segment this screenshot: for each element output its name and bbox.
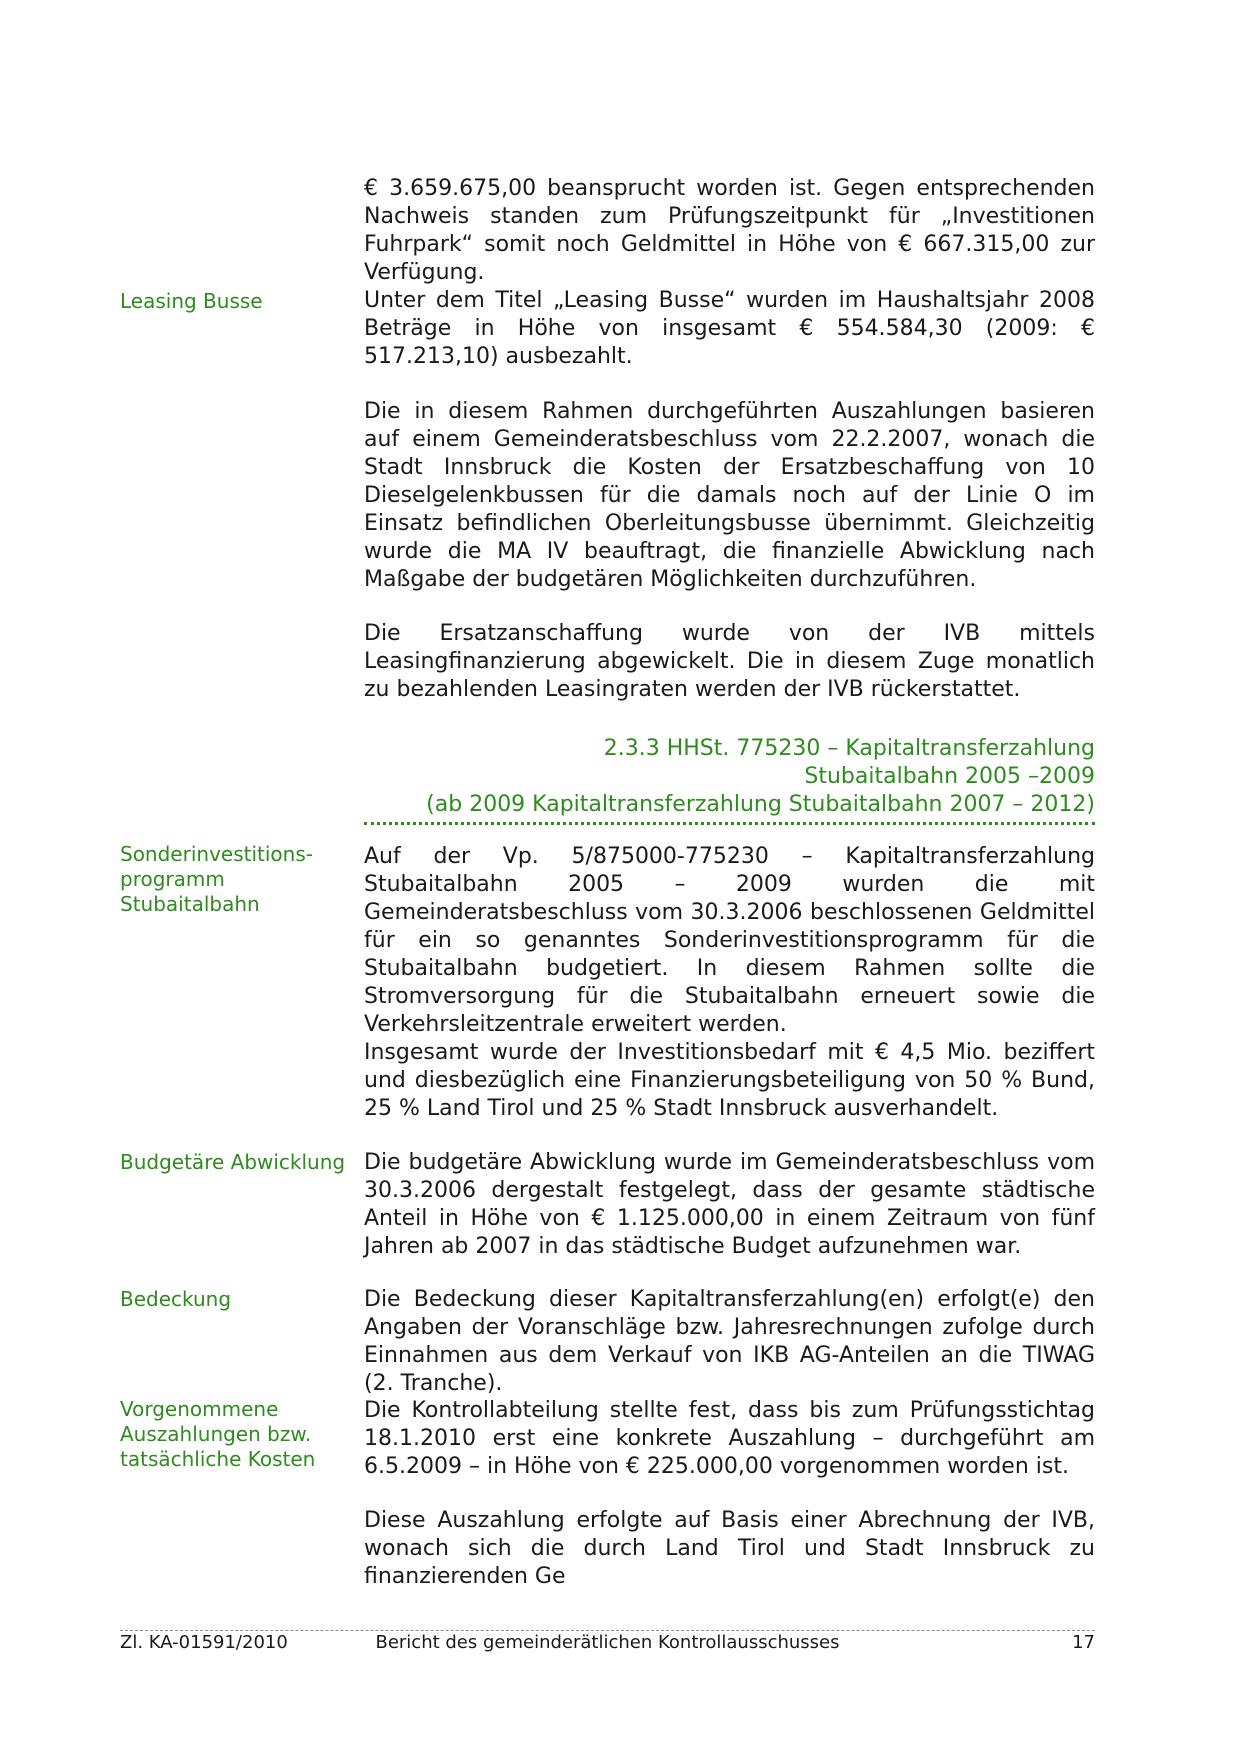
margin-note-line: Auszahlungen bzw. (120, 1422, 312, 1446)
margin-note-line: tatsächliche Kosten (120, 1447, 316, 1471)
paragraph-investitionsbedarf: Insgesamt wurde der Investitionsbedarf mit € 4,5 Mio. beziffert und diesbezüglich eine Finanzierungsbeteiligung von 50 % Bund, 25 % Land Tirol und 25 % Stadt Innsbruck ausverhandelt. (364, 1040, 1095, 1121)
margin-note-line: Sonderinvestitions- (120, 842, 313, 866)
paragraph-auszahlungen-basis: Die in diesem Rahmen durchgeführten Auszahlungen basieren auf einem Gemeinderatsbeschluss vom 22.2.2007, wonach die Stadt Innsbruck die Kosten der Ersatzbeschaffung von 10 Dieselgelenkbussen für die damals noch auf der Linie O im Einsatz befindlichen Oberleitungsbusse übernimmt. Gleichzeitig wurde die MA IV beauftragt, die finanzielle Abwicklung nach Maßgabe der budgetären Möglichkeiten durchzuführen. (364, 399, 1095, 592)
heading-dotted-rule (364, 822, 1095, 825)
paragraph-fuhrpark-continued: € 3.659.675,00 beansprucht worden ist. Gegen entsprechenden Nachweis standen zum Prüfungszeitpunkt für „Investitionen Fuhrpark“ somit noch Geldmittel in Höhe von € 667.315,00 zur Verfügung. (364, 176, 1095, 285)
margin-note-line: Vorgenommene (120, 1397, 279, 1421)
margin-note-vorgenommene-auszahlungen (120, 1397, 355, 1472)
margin-note-bedeckung: Bedeckung (120, 1287, 232, 1311)
margin-note-leasing-busse: Leasing Busse (120, 289, 263, 313)
paragraph-sonderinvestitionsprogramm: Auf der Vp. 5/875000-775230 – Kapitaltransferzahlung Stubaitalbahn 2005 – 2009 wurden die mit Gemeinderatsbeschluss vom 30.3.2006 beschlossenen Geldmittel für ein so genanntes Sonderinvestitionsprogramm für die Stubaitalbahn budgetiert. In diesem Rahmen sollte die Stromversorgung für die Stubaitalbahn erneuert sowie die Verkehrsleitzentrale erweitert werden. (364, 844, 1095, 1037)
paragraph-ersatzanschaffung: Die Ersatzanschaffung wurde von der IVB mittels Leasingfinanzierung abgewickelt. Die in diesem Zuge monatlich zu bezahlenden Leasingraten werden der IVB rückerstattet. (364, 621, 1095, 702)
margin-note-line: programm Stubaitalbahn (120, 867, 260, 916)
section-heading-line-3: (ab 2009 Kapitaltransferzahlung Stubaitalbahn 2007 – 2012) (426, 792, 1095, 817)
paragraph-budgetaere-abwicklung: Die budgetäre Abwicklung wurde im Gemeinderatsbeschluss vom 30.3.2006 dergestalt festgelegt, dass der gesamte städtische Anteil in Höhe von € 1.125.000,00 in einem Zeitraum von fünf Jahren ab 2007 in das städtische Budget aufzunehmen war. (364, 1150, 1095, 1259)
margin-note-budgetaere-abwicklung: Budgetäre Abwicklung (120, 1150, 346, 1174)
section-heading-line-1: 2.3.3 HHSt. 775230 – Kapitaltransferzahlung (603, 736, 1095, 761)
paragraph-bedeckung: Die Bedeckung dieser Kapitaltransferzahlung(en) erfolgt(e) den Angaben der Voranschläge bzw. Jahresrechnungen zufolge durch Einnahmen aus dem Verkauf von IKB AG-Anteilen an die TIWAG (2. Tranche). (364, 1287, 1095, 1396)
footer-report-title: Bericht des gemeinderätlichen Kontrollausschusses (375, 1632, 840, 1653)
page-number: 17 (1072, 1632, 1095, 1653)
section-heading-line-2: Stubaitalbahn 2005 –2009 (804, 764, 1095, 789)
footer-dashed-rule (120, 1630, 1095, 1631)
paragraph-auszahlung-abrechnung: Diese Auszahlung erfolgte auf Basis einer Abrechnung der IVB, wonach sich die durch Land Tirol und Stadt Innsbruck zu finanzierenden Ge (364, 1508, 1095, 1589)
footer-reference-number: Zl. KA-01591/2010 (120, 1632, 288, 1653)
paragraph-kontrollabteilung-feststellung: Die Kontrollabteilung stellte fest, dass bis zum Prüfungsstichtag 18.1.2010 erst eine konkrete Auszahlung – durchgeführt am 6.5.2009 – in Höhe von € 225.000,00 vorgenommen worden ist. (364, 1398, 1095, 1479)
paragraph-leasing-busse: Unter dem Titel „Leasing Busse“ wurden im Haushaltsjahr 2008 Beträge in Höhe von insgesamt € 554.584,30 (2009: € 517.213,10) ausbezahlt. (364, 288, 1095, 369)
margin-note-sonderinvestitionsprogramm (120, 842, 355, 917)
section-heading (364, 735, 1095, 819)
